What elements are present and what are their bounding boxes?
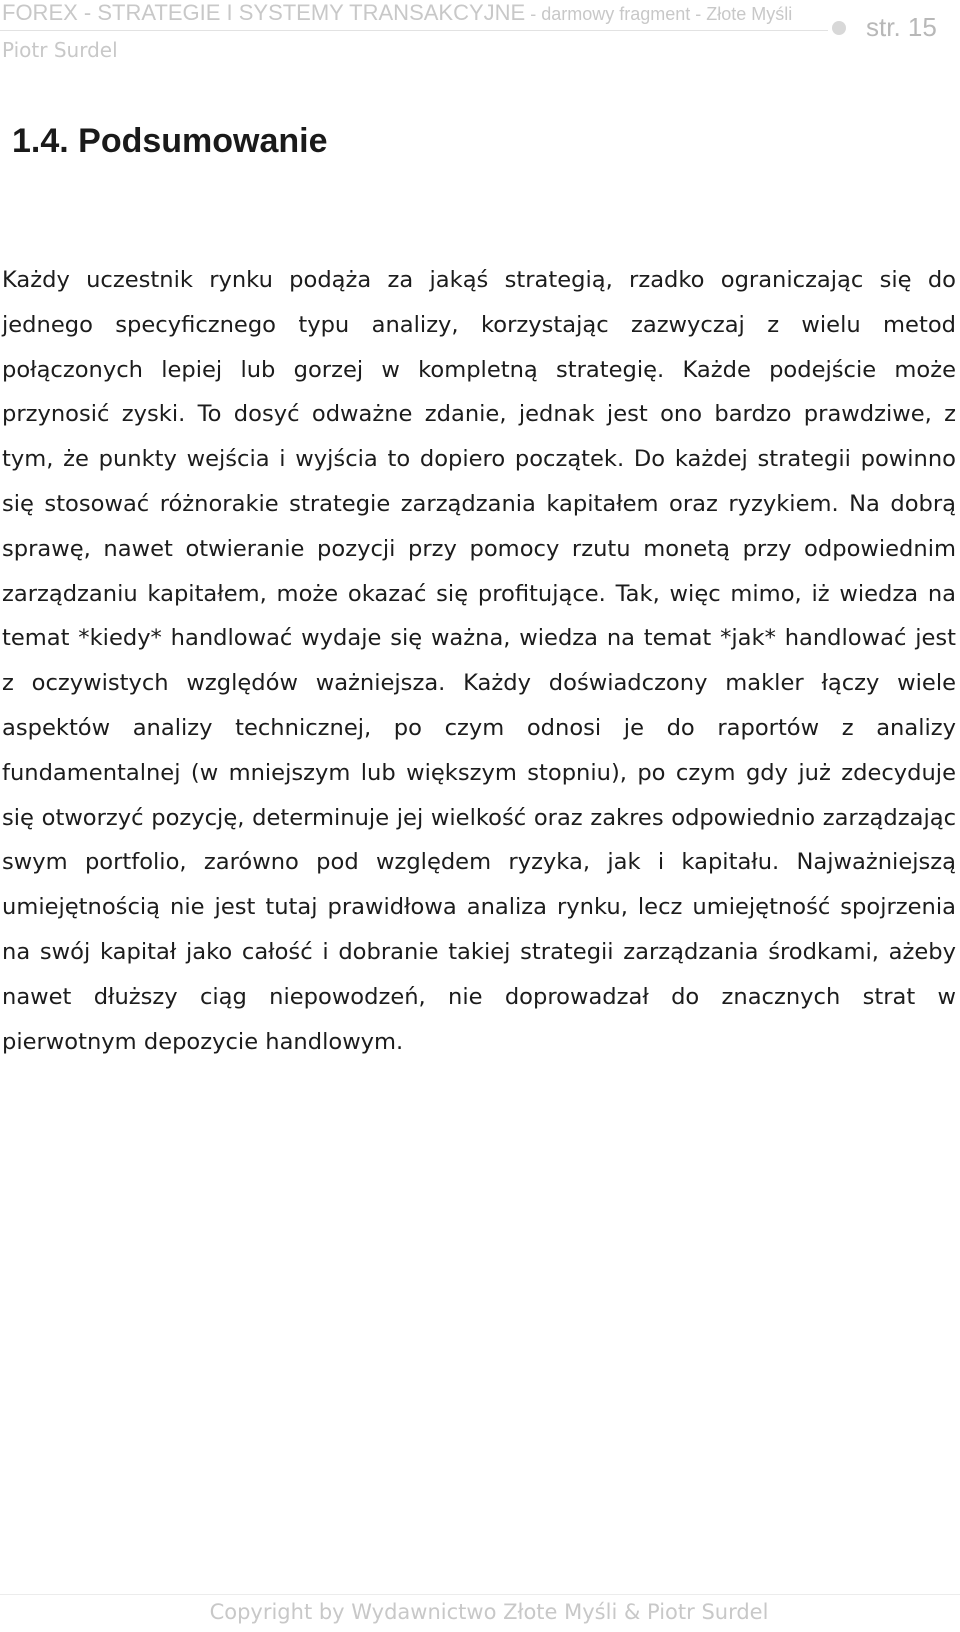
book-title: FOREX - STRATEGIE I SYSTEMY TRANSAKCYJNE [2, 0, 526, 25]
body-paragraph: Każdy uczestnik rynku podąża za jakąś strategią, rzadko ograniczając się do jednego specyficznego typu analizy, korzystając zazwyczaj z wielu metod połączonych lepiej lub gorzej w kompletną strategię. Każde podejście może przynosić zyski. To dosyć odważne zdanie, jednak jest ono bardzo prawdziwe, z tym, że punkty wejścia i wyjścia to dopiero początek. Do każdej strategii powinno się stosować różnorakie strategie zarządzania kapitałem oraz ryzykiem. Na dobrą sprawę, nawet otwieranie pozycji przy pomocy rzutu monetą przy odpowiednim zarządzaniu kapitałem, może okazać się profitujące. Tak, więc mimo, iż wiedza na temat *kiedy* handlować wydaje się ważna, wiedza na temat *jak* handlować jest z oczywistych względów ważniejsza. Każdy doświadczony makler łączy wiele aspektów analizy technicznej, po czym odnosi je do raportów z analizy fundamentalnej (w mniejszym lub większym stopniu), po czym gdy już zdecyduje się otworzyć pozycję, determinuje jej wielkość oraz zakres odpowiednio zarządzając swym portfolio, zarówno pod względem ryzyka, jak i kapitału. Najważniejszą umiejętnością nie jest tutaj prawidłowa analiza rynku, lecz umiejętność spojrzenia na swój kapitał jako całość i dobranie takiej strategii zarządzania środkami, ażeby nawet dłuższy ciąg niepowodzeń, nie doprowadzał do znacznych strat w pierwotnym depozycie handlowym. [2, 267, 956, 1055]
bullet-icon [832, 21, 846, 35]
running-header-title [2, 0, 792, 26]
section-heading: 1.4. Podsumowanie [12, 122, 328, 160]
header-divider [0, 30, 828, 31]
page-number [832, 12, 937, 43]
page-number-label: str. 15 [866, 12, 937, 42]
page-header [0, 0, 960, 80]
header-author: Piotr Surdel [2, 38, 118, 62]
footer-divider [0, 1594, 960, 1595]
footer-copyright: Copyright by Wydawnictwo Złote Myśli & Piotr Surdel [209, 1600, 769, 1624]
fragment-label: - darmowy fragment - Złote Myśli [525, 4, 793, 24]
